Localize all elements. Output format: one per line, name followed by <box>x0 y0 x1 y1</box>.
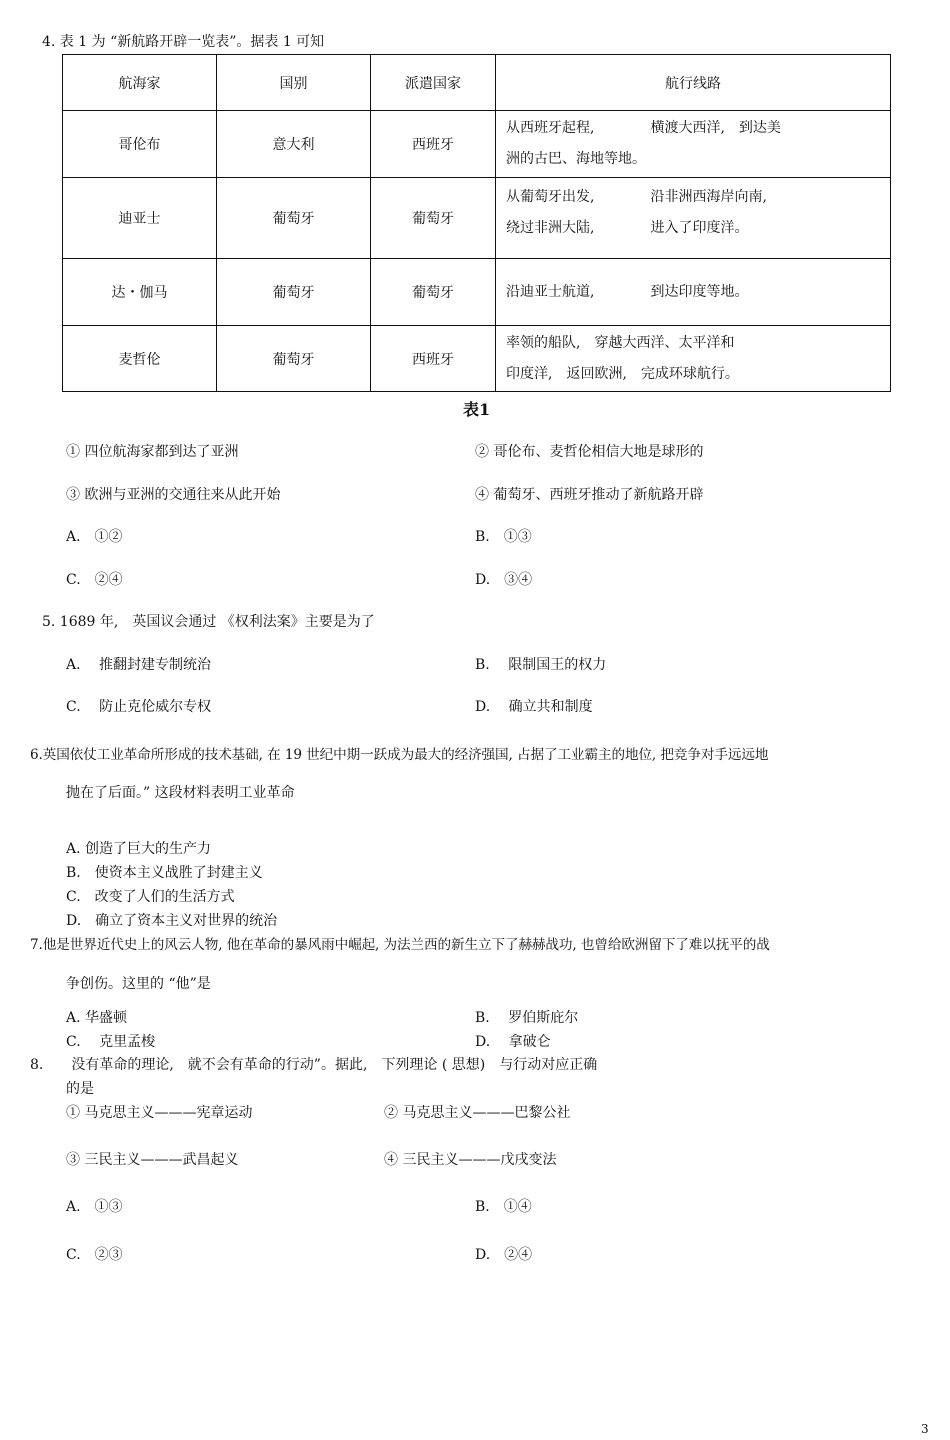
q8-option-c[interactable]: C. ②③ <box>66 1247 123 1263</box>
cell-country: 葡萄牙 <box>217 259 371 326</box>
route-line: 从葡萄牙出发, 沿非洲西海岸向南, <box>506 189 767 205</box>
cell-country: 意大利 <box>217 111 371 178</box>
cell-route <box>496 178 891 259</box>
cell-route <box>496 326 891 392</box>
q7-option-a[interactable]: A. 华盛顿 <box>66 1010 128 1026</box>
q8-option-b[interactable]: B. ①④ <box>475 1199 532 1215</box>
route-line: 印度洋, 返回欧洲, 完成环球航行。 <box>506 365 739 382</box>
q4-option-d[interactable]: D. ③④ <box>475 572 533 588</box>
cell-navigator: 迪亚士 <box>63 178 217 259</box>
q4-statement-2: ② 哥伦布、麦哲伦相信大地是球形的 <box>475 444 704 460</box>
q8-statement-4: ④ 三民主义———戊戌变法 <box>384 1152 557 1168</box>
cell-navigator: 麦哲伦 <box>63 326 217 392</box>
q5-stem: 5. 1689 年, 英国议会通过 《权利法案》主要是为了 <box>42 614 375 630</box>
cell-sponsor: 西班牙 <box>371 111 496 178</box>
q8-option-d[interactable]: D. ②④ <box>475 1247 533 1263</box>
q4-option-c[interactable]: C. ②④ <box>66 572 123 588</box>
header-country: 国别 <box>217 55 371 111</box>
q6-option-c[interactable]: C. 改变了人们的生活方式 <box>66 889 235 905</box>
q6-stem-line-2: 抛在了后面。” 这段材料表明工业革命 <box>66 785 295 801</box>
cell-country: 葡萄牙 <box>217 326 371 392</box>
q4-statement-4: ④ 葡萄牙、西班牙推动了新航路开辟 <box>475 487 704 503</box>
q8-statement-2: ② 马克思主义———巴黎公社 <box>384 1105 571 1121</box>
table-row <box>63 111 891 178</box>
voyages-table <box>62 54 891 392</box>
table-caption: 表1 <box>463 400 491 419</box>
cell-sponsor: 葡萄牙 <box>371 259 496 326</box>
q6-option-d[interactable]: D. 确立了资本主义对世界的统治 <box>66 913 278 929</box>
q5-option-d[interactable]: D. 确立共和制度 <box>475 699 593 715</box>
q6-option-b[interactable]: B. 使资本主义战胜了封建主义 <box>66 865 263 881</box>
route-line: 绕过非洲大陆, 进入了印度洋。 <box>506 220 749 236</box>
cell-navigator: 达・伽马 <box>63 259 217 326</box>
q8-statement-1: ① 马克思主义———宪章运动 <box>66 1105 253 1121</box>
table-header-row <box>63 55 891 111</box>
q8-option-a[interactable]: A. ①③ <box>66 1199 123 1215</box>
route-line: 沿迪亚士航道, 到达印度等地。 <box>506 283 749 300</box>
header-route: 航行线路 <box>496 55 891 111</box>
cell-route <box>496 111 891 178</box>
q8-statement-3: ③ 三民主义———武昌起义 <box>66 1152 239 1168</box>
table-row <box>63 326 891 392</box>
q7-stem-line-1: 7.他是世界近代史上的风云人物, 他在革命的暴风雨中崛起, 为法兰西的新生立下了赫赫战功, 也曾给欧洲留下了难以抚平的战 <box>30 937 770 953</box>
header-sponsor: 派遣国家 <box>371 55 496 111</box>
q4-statement-1: ① 四位航海家都到达了亚洲 <box>66 444 239 460</box>
q4-statement-3: ③ 欧洲与亚洲的交通往来从此开始 <box>66 487 281 503</box>
q7-option-b[interactable]: B. 罗伯斯庇尔 <box>475 1010 579 1026</box>
table-row <box>63 259 891 326</box>
cell-route <box>496 259 891 326</box>
cell-country: 葡萄牙 <box>217 178 371 259</box>
q4-stem: 4. 表 1 为 “新航路开辟一览表”。据表 1 可知 <box>42 34 325 50</box>
page-number: 3 <box>921 1422 929 1436</box>
route-line: 洲的古巴、海地等地。 <box>506 151 646 167</box>
header-navigator: 航海家 <box>63 55 217 111</box>
q7-option-c[interactable]: C. 克里孟梭 <box>66 1034 156 1050</box>
table-row <box>63 178 891 259</box>
route-line: 率领的船队, 穿越大西洋、太平洋和 <box>506 334 735 351</box>
q4-option-a[interactable]: A. ①② <box>66 529 123 545</box>
q5-option-c[interactable]: C. 防止克伦威尔专权 <box>66 699 212 715</box>
q7-option-d[interactable]: D. 拿破仑 <box>475 1034 551 1050</box>
cell-sponsor: 西班牙 <box>371 326 496 392</box>
q5-option-b[interactable]: B. 限制国王的权力 <box>475 657 607 673</box>
q8-stem-line-2: 的是 <box>66 1081 94 1097</box>
q8-stem-line-1: 8. 没有革命的理论, 就不会有革命的行动”。据此, 下列理论 ( 思想) 与行动对应正确 <box>30 1057 598 1073</box>
q7-stem-line-2: 争创伤。这里的 “他”是 <box>66 976 211 992</box>
q5-option-a[interactable]: A. 推翻封建专制统治 <box>66 657 212 673</box>
route-line: 从西班牙起程, 横渡大西洋, 到达美 <box>506 120 781 136</box>
cell-navigator: 哥伦布 <box>63 111 217 178</box>
q4-option-b[interactable]: B. ①③ <box>475 529 532 545</box>
q6-stem-line-1: 6.英国依仗工业革命所形成的技术基础, 在 19 世纪中期一跃成为最大的经济强国, 占据了工业霸主的地位, 把竞争对手远远地 <box>30 747 769 763</box>
cell-sponsor: 葡萄牙 <box>371 178 496 259</box>
q6-option-a[interactable]: A. 创造了巨大的生产力 <box>66 841 212 857</box>
